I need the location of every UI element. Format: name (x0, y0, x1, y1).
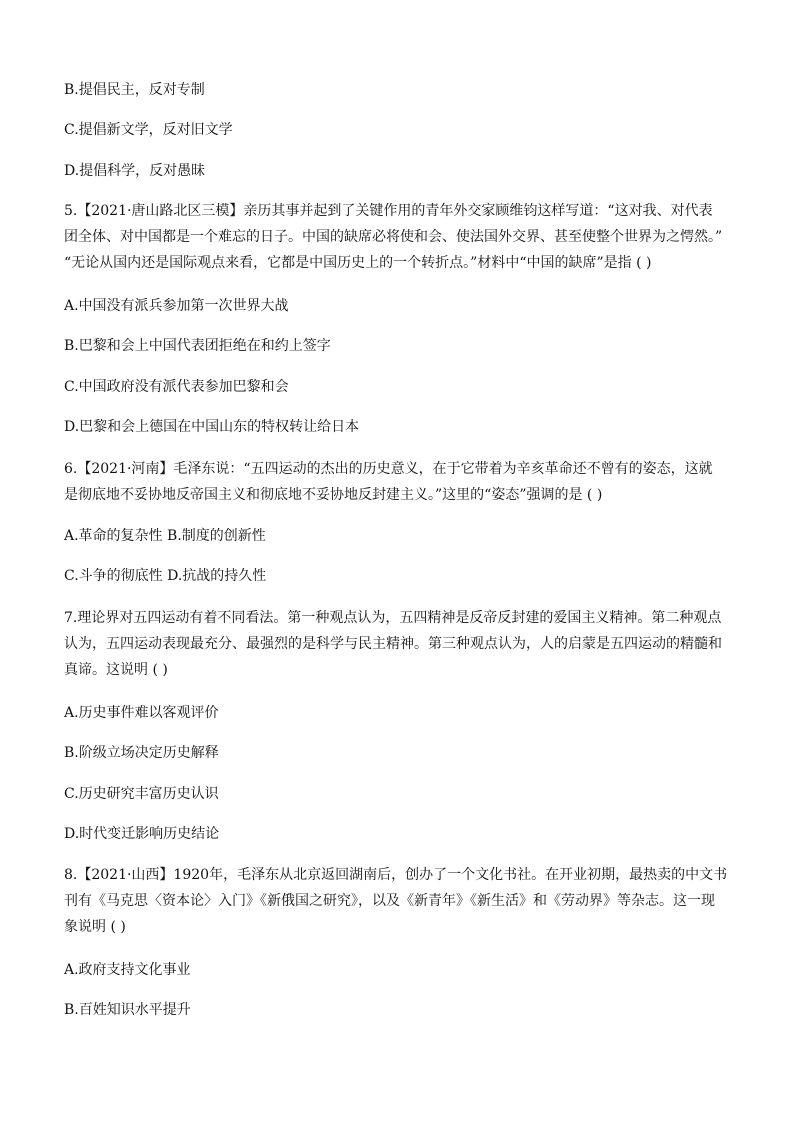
q5-option-b: B.巴黎和会上中国代表团拒绝在和约上签字 (64, 338, 331, 354)
q5-stem-line-2: 团全体、对中国都是一个难忘的日子。中国的缺席必将使和会、使法国外交界、甚至使整个世界为之愕然。” (64, 229, 723, 245)
q5-stem (64, 198, 736, 276)
q7-stem-line-3: 真谛。这说明 ( ) (64, 662, 168, 678)
q6-stem (64, 456, 736, 508)
q5-stem-line-3: “无论从国内还是国际观点来看，它都是中国历史上的一个转折点。”材料中“中国的缺席”是指 ( ) (64, 255, 652, 271)
q6-stem-line-2: 是彻底地不妥协地反帝国主义和彻底地不妥协地反封建主义。”这里的“姿态”强调的是 ( ) (64, 487, 603, 503)
q6-options-cd: C.斗争的彻底性 D.抗战的持久性 (64, 568, 267, 584)
q6-options-ab: A.革命的复杂性 B.制度的创新性 (64, 528, 266, 544)
q7-stem (64, 605, 736, 683)
q7-stem-line-1: 7.理论界对五四运动有着不同看法。第一种观点认为，五四精神是反帝反封建的爱国主义精神。第二种观点 (64, 610, 722, 626)
q7-option-b: B.阶级立场决定历史解释 (64, 745, 219, 761)
q5-option-d: D.巴黎和会上德国在中国山东的特权转让给日本 (64, 419, 360, 435)
q5-option-a: A.中国没有派兵参加第一次世界大战 (64, 298, 289, 314)
q8-option-b: B.百姓知识水平提升 (64, 1002, 191, 1018)
q8-stem-line-2: 刊有《马克思〈资本论〉入门》《新俄国之研究》，以及《新青年》《新生活》和《劳动界》等杂志。这一现 (64, 893, 715, 909)
q5-option-c: C.中国政府没有派代表参加巴黎和会 (64, 379, 289, 395)
q4-option-b: B.提倡民主，反对专制 (64, 82, 205, 98)
q7-stem-line-2: 认为，五四运动表现最充分、最强烈的是科学与民主精神。第三种观点认为，人的启蒙是五四运动的精髓和 (64, 636, 722, 652)
q8-option-a: A.政府支持文化事业 (64, 962, 191, 978)
q7-option-a: A.历史事件难以客观评价 (64, 705, 219, 721)
q8-stem-line-3: 象说明 ( ) (64, 919, 126, 935)
q4-option-d: D.提倡科学，反对愚昧 (64, 163, 206, 179)
q5-stem-line-1: 5.【2021·唐山路北区三模】亲历其事并起到了关键作用的青年外交家顾维钧这样写道：“这对我、对代表 (64, 203, 713, 219)
q4-option-c: C.提倡新文学，反对旧文学 (64, 122, 233, 138)
q7-option-d: D.时代变迁影响历史结论 (64, 826, 220, 842)
q8-stem (64, 862, 736, 940)
q7-option-c: C.历史研究丰富历史认识 (64, 786, 219, 802)
q8-stem-line-1: 8.【2021·山西】1920年，毛泽东从北京返回湖南后，创办了一个文化书社。在开业初期，最热卖的中文书 (64, 867, 728, 883)
q6-stem-line-1: 6.【2021·河南】毛泽东说：“五四运动的杰出的历史意义，在于它带着为辛亥革命还不曾有的姿态，这就 (64, 461, 713, 477)
